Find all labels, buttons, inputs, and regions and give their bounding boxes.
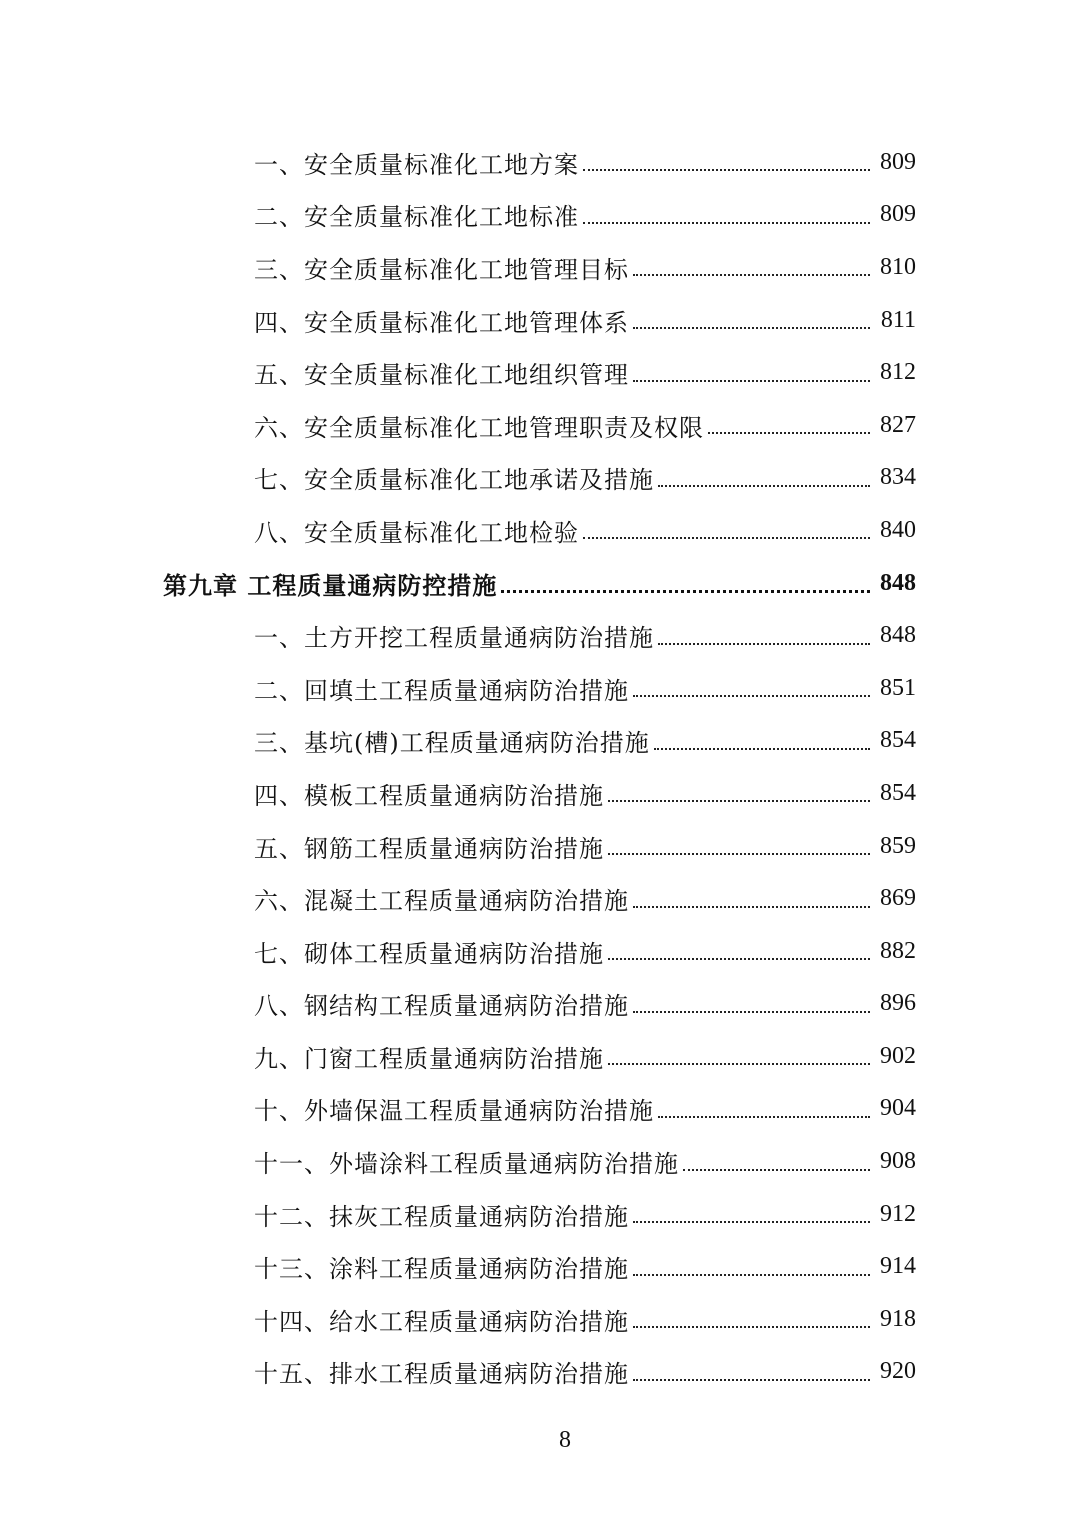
dot-leader — [633, 303, 870, 329]
toc-entry[interactable] — [0, 1030, 1080, 1083]
table-of-contents — [0, 136, 1080, 1398]
toc-entry-page: 840 — [880, 516, 916, 543]
dot-leader — [583, 198, 870, 224]
toc-entry[interactable] — [0, 294, 1080, 347]
toc-entry-page: 918 — [880, 1305, 916, 1332]
toc-entry-title: 七、安全质量标准化工地承诺及措施 — [254, 466, 654, 495]
toc-entry-title: 四、安全质量标准化工地管理体系 — [254, 308, 629, 337]
toc-entry-page: 848 — [880, 569, 916, 596]
toc-entry-page: 848 — [880, 622, 916, 649]
toc-entry[interactable] — [0, 925, 1080, 978]
toc-entry-title: 三、基坑(槽)工程质量通病防治措施 — [254, 729, 650, 758]
toc-entry-title: 二、安全质量标准化工地标准 — [254, 203, 579, 232]
dot-leader — [608, 1039, 870, 1065]
dot-leader — [708, 408, 870, 434]
toc-entry-title: 八、安全质量标准化工地检验 — [254, 518, 579, 547]
page-number: 8 — [559, 1427, 571, 1453]
dot-leader — [633, 1250, 870, 1276]
dot-leader — [683, 1145, 870, 1171]
toc-entry-page: 834 — [880, 464, 916, 491]
toc-entry-page: 859 — [880, 832, 916, 859]
toc-entry-title: 七、砌体工程质量通病防治措施 — [254, 939, 604, 968]
toc-entry-page: 809 — [880, 201, 916, 228]
toc-entry[interactable] — [0, 1240, 1080, 1293]
toc-entry[interactable] — [0, 872, 1080, 925]
toc-entry-page: 908 — [880, 1148, 916, 1175]
dot-leader — [633, 250, 870, 276]
toc-entry[interactable] — [0, 1188, 1080, 1241]
toc-entry[interactable] — [0, 399, 1080, 452]
toc-entry-title: 四、模板工程质量通病防治措施 — [254, 781, 604, 810]
toc-entry-page: 912 — [880, 1200, 916, 1227]
dot-leader — [654, 724, 870, 750]
toc-entry[interactable] — [0, 978, 1080, 1031]
toc-entry[interactable] — [0, 504, 1080, 557]
toc-entry-title: 一、安全质量标准化工地方案 — [254, 150, 579, 179]
toc-entry[interactable] — [0, 715, 1080, 768]
toc-entry-title: 十二、抹灰工程质量通病防治措施 — [254, 1202, 629, 1231]
toc-entry-page: 854 — [880, 727, 916, 754]
toc-entry-page: 812 — [880, 359, 916, 386]
dot-leader — [658, 1092, 870, 1118]
toc-entry-title: 十五、排水工程质量通病防治措施 — [254, 1360, 629, 1389]
dot-leader — [608, 934, 870, 960]
toc-entry-title: 三、安全质量标准化工地管理目标 — [254, 255, 629, 284]
toc-entry[interactable] — [0, 189, 1080, 242]
dot-leader — [608, 776, 870, 802]
toc-entry[interactable] — [0, 1135, 1080, 1188]
toc-entry-title: 十四、给水工程质量通病防治措施 — [254, 1307, 629, 1336]
dot-leader — [633, 1302, 870, 1328]
toc-entry[interactable] — [0, 1083, 1080, 1136]
toc-entry[interactable] — [0, 767, 1080, 820]
toc-entry-page: 902 — [880, 1042, 916, 1069]
toc-entry-page: 882 — [880, 937, 916, 964]
toc-entry-title: 十一、外墙涂料工程质量通病防治措施 — [254, 1150, 679, 1179]
toc-entry[interactable] — [0, 1293, 1080, 1346]
toc-chapter-entry[interactable] — [0, 557, 1080, 610]
toc-entry[interactable] — [0, 452, 1080, 505]
toc-entry-title: 五、安全质量标准化工地组织管理 — [254, 361, 629, 390]
toc-entry-title: 十三、涂料工程质量通病防治措施 — [254, 1255, 629, 1284]
dot-leader — [608, 829, 870, 855]
toc-entry-title: 十、外墙保温工程质量通病防治措施 — [254, 1097, 654, 1126]
toc-entry-page: 827 — [880, 411, 916, 438]
toc-entry[interactable] — [0, 820, 1080, 873]
toc-entry-page: 851 — [880, 674, 916, 701]
dot-leader — [633, 671, 870, 697]
toc-entry[interactable] — [0, 662, 1080, 715]
toc-entry[interactable] — [0, 609, 1080, 662]
toc-entry-title: 第九章 工程质量通病防控措施 — [163, 570, 498, 600]
dot-leader — [633, 1197, 870, 1223]
toc-entry-page: 869 — [880, 885, 916, 912]
toc-entry-page: 904 — [880, 1095, 916, 1122]
dot-leader — [633, 356, 870, 382]
dot-leader — [633, 987, 870, 1013]
dot-leader — [658, 619, 870, 645]
toc-entry-title: 六、混凝土工程质量通病防治措施 — [254, 887, 629, 916]
toc-entry-title: 二、回填土工程质量通病防治措施 — [254, 676, 629, 705]
toc-entry-title: 五、钢筋工程质量通病防治措施 — [254, 834, 604, 863]
dot-leader — [658, 461, 870, 487]
dot-leader — [633, 882, 870, 908]
toc-entry-page: 920 — [880, 1358, 916, 1385]
toc-entry[interactable] — [0, 346, 1080, 399]
toc-entry-title: 八、钢结构工程质量通病防治措施 — [254, 992, 629, 1021]
dot-leader — [501, 566, 870, 593]
toc-entry[interactable] — [0, 241, 1080, 294]
dot-leader — [583, 145, 870, 171]
toc-entry[interactable] — [0, 136, 1080, 189]
toc-entry-page: 809 — [880, 148, 916, 175]
dot-leader — [583, 513, 870, 539]
toc-entry-page: 811 — [880, 306, 916, 333]
toc-entry[interactable] — [0, 1346, 1080, 1399]
toc-entry-page: 854 — [880, 779, 916, 806]
toc-entry-page: 810 — [880, 253, 916, 280]
toc-entry-page: 914 — [880, 1253, 916, 1280]
dot-leader — [633, 1355, 870, 1381]
toc-entry-title: 九、门窗工程质量通病防治措施 — [254, 1044, 604, 1073]
toc-entry-page: 896 — [880, 990, 916, 1017]
toc-entry-title: 六、安全质量标准化工地管理职责及权限 — [254, 413, 704, 442]
toc-entry-title: 一、土方开挖工程质量通病防治措施 — [254, 624, 654, 653]
